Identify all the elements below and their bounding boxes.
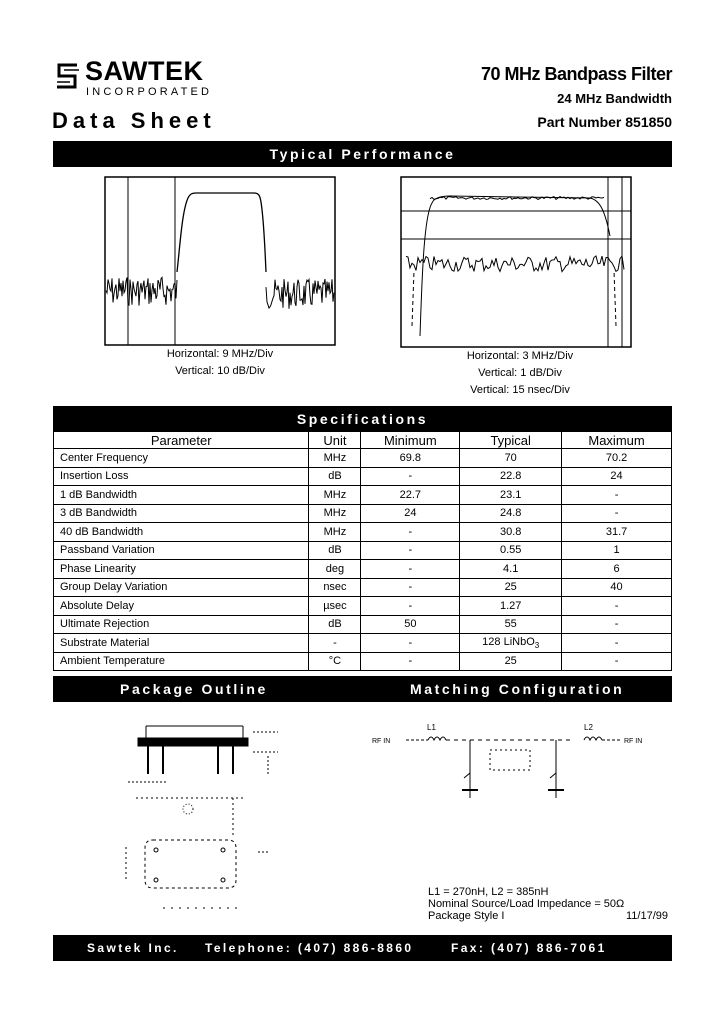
- section-title: Specifications: [296, 411, 429, 427]
- left-graph-captions: [104, 346, 336, 380]
- cell-maximum: 24: [562, 467, 672, 486]
- cell-minimum: 69.8: [361, 449, 460, 468]
- footer-contact-bar: [53, 935, 672, 961]
- cell-maximum: -: [562, 597, 672, 616]
- document-type: Data Sheet: [52, 108, 216, 133]
- header-parameter: Parameter: [54, 432, 309, 449]
- cell-typical: 70: [460, 449, 562, 468]
- package-matching-bar: [53, 676, 672, 702]
- caption-vertical: Vertical: 10 dB/Div: [175, 365, 265, 377]
- caption-horizontal: Horizontal: 9 MHz/Div: [166, 348, 274, 360]
- table-row: [54, 486, 672, 505]
- rf-output-label: RF IN: [624, 738, 643, 745]
- cell-parameter: 1 dB Bandwidth: [54, 486, 309, 505]
- table-row: [54, 541, 672, 560]
- cell-minimum: 24: [361, 504, 460, 523]
- cell-typical: 25: [460, 652, 562, 671]
- cell-typical: 25: [460, 578, 562, 597]
- cell-typical: 55: [460, 615, 562, 634]
- cell-unit: µsec: [309, 597, 361, 616]
- inductor-l1-label: L1: [427, 723, 436, 732]
- impedance-note: Nominal Source/Load Impedance = 50Ω: [428, 898, 625, 910]
- inductor-l2-label: L2: [584, 723, 593, 732]
- table-row: [54, 652, 672, 671]
- table-row: [54, 504, 672, 523]
- cell-maximum: -: [562, 634, 672, 653]
- caption-vertical-delay: Vertical: 15 nsec/Div: [470, 384, 570, 396]
- header-typical: Typical: [460, 432, 562, 449]
- bandwidth-subtitle: 24 MHz Bandwidth: [557, 91, 672, 106]
- cell-minimum: -: [361, 523, 460, 542]
- cell-typical: 1.27: [460, 597, 562, 616]
- section-title: Typical Performance: [269, 146, 456, 162]
- header-minimum: Minimum: [361, 432, 460, 449]
- cell-parameter: Center Frequency: [54, 449, 309, 468]
- company-name: Sawtek Inc.: [87, 941, 179, 955]
- passband-group-delay-graph: [400, 176, 632, 348]
- fax: Fax: (407) 886-7061: [451, 941, 607, 955]
- cell-minimum: 50: [361, 615, 460, 634]
- cell-minimum: -: [361, 578, 460, 597]
- sawtek-logo-icon: [55, 62, 81, 90]
- package-style: Package Style I: [428, 910, 505, 922]
- table-row: [54, 597, 672, 616]
- company-logo: [55, 56, 245, 100]
- cell-unit: °C: [309, 652, 361, 671]
- table-row: [54, 578, 672, 597]
- cell-maximum: -: [562, 615, 672, 634]
- cell-typical: 24.8: [460, 504, 562, 523]
- specifications-bar: [53, 406, 672, 432]
- cell-parameter: Absolute Delay: [54, 597, 309, 616]
- cell-unit: deg: [309, 560, 361, 579]
- cell-minimum: -: [361, 652, 460, 671]
- cell-unit: nsec: [309, 578, 361, 597]
- table-row: [54, 467, 672, 486]
- cell-unit: MHz: [309, 449, 361, 468]
- cell-unit: -: [309, 634, 361, 653]
- cell-parameter: Ultimate Rejection: [54, 615, 309, 634]
- cell-unit: dB: [309, 467, 361, 486]
- telephone: Telephone: (407) 886-8860: [205, 941, 414, 955]
- cell-minimum: -: [361, 541, 460, 560]
- cell-typical: 128 LiNbO$_3$: [460, 634, 562, 653]
- table-row: [54, 449, 672, 468]
- table-row: [54, 560, 672, 579]
- cell-maximum: 6: [562, 560, 672, 579]
- header-maximum: Maximum: [562, 432, 672, 449]
- cell-minimum: 22.7: [361, 486, 460, 505]
- cell-parameter: 3 dB Bandwidth: [54, 504, 309, 523]
- table-row: [54, 634, 672, 653]
- cell-maximum: -: [562, 652, 672, 671]
- inductor-values: L1 = 270nH, L2 = 385nH: [428, 886, 549, 898]
- specifications-table: [53, 431, 672, 671]
- part-number: Part Number 851850: [537, 114, 672, 130]
- matching-circuit-diagram: [370, 718, 670, 808]
- cell-maximum: -: [562, 486, 672, 505]
- cell-typical: 4.1: [460, 560, 562, 579]
- cell-parameter: Group Delay Variation: [54, 578, 309, 597]
- right-graph-captions: [404, 348, 636, 399]
- caption-vertical-db: Vertical: 1 dB/Div: [478, 367, 562, 379]
- cell-unit: dB: [309, 615, 361, 634]
- revision-date: 11/17/99: [625, 910, 668, 922]
- cell-unit: MHz: [309, 523, 361, 542]
- rf-input-label: RF IN: [372, 738, 391, 745]
- cell-typical: 30.8: [460, 523, 562, 542]
- package-outline-title: Package Outline: [120, 681, 268, 697]
- cell-maximum: 70.2: [562, 449, 672, 468]
- cell-unit: MHz: [309, 486, 361, 505]
- cell-maximum: 1: [562, 541, 672, 560]
- frequency-response-graph: [104, 176, 336, 346]
- table-header-row: [54, 432, 672, 449]
- matching-configuration-title: Matching Configuration: [410, 681, 625, 697]
- cell-minimum: -: [361, 560, 460, 579]
- cell-typical: 22.8: [460, 467, 562, 486]
- cell-parameter: Ambient Temperature: [54, 652, 309, 671]
- logo-subtitle: INCORPORATED: [86, 86, 213, 98]
- cell-parameter: Passband Variation: [54, 541, 309, 560]
- cell-maximum: -: [562, 504, 672, 523]
- product-title: 70 MHz Bandpass Filter: [480, 64, 672, 84]
- cell-parameter: 40 dB Bandwidth: [54, 523, 309, 542]
- logo-name: SAWTEK: [85, 56, 204, 86]
- cell-maximum: 40: [562, 578, 672, 597]
- cell-unit: dB: [309, 541, 361, 560]
- cell-typical: 0.55: [460, 541, 562, 560]
- cell-typical: 23.1: [460, 486, 562, 505]
- cell-minimum: -: [361, 467, 460, 486]
- table-row: [54, 615, 672, 634]
- package-outline-drawing: [108, 712, 288, 920]
- cell-unit: MHz: [309, 504, 361, 523]
- table-row: [54, 523, 672, 542]
- cell-minimum: -: [361, 634, 460, 653]
- cell-parameter: Phase Linearity: [54, 560, 309, 579]
- cell-parameter: Substrate Material: [54, 634, 309, 653]
- cell-minimum: -: [361, 597, 460, 616]
- typical-performance-bar: [53, 141, 672, 167]
- caption-horizontal: Horizontal: 3 MHz/Div: [466, 350, 574, 362]
- header-unit: Unit: [309, 432, 361, 449]
- cell-maximum: 31.7: [562, 523, 672, 542]
- cell-parameter: Insertion Loss: [54, 467, 309, 486]
